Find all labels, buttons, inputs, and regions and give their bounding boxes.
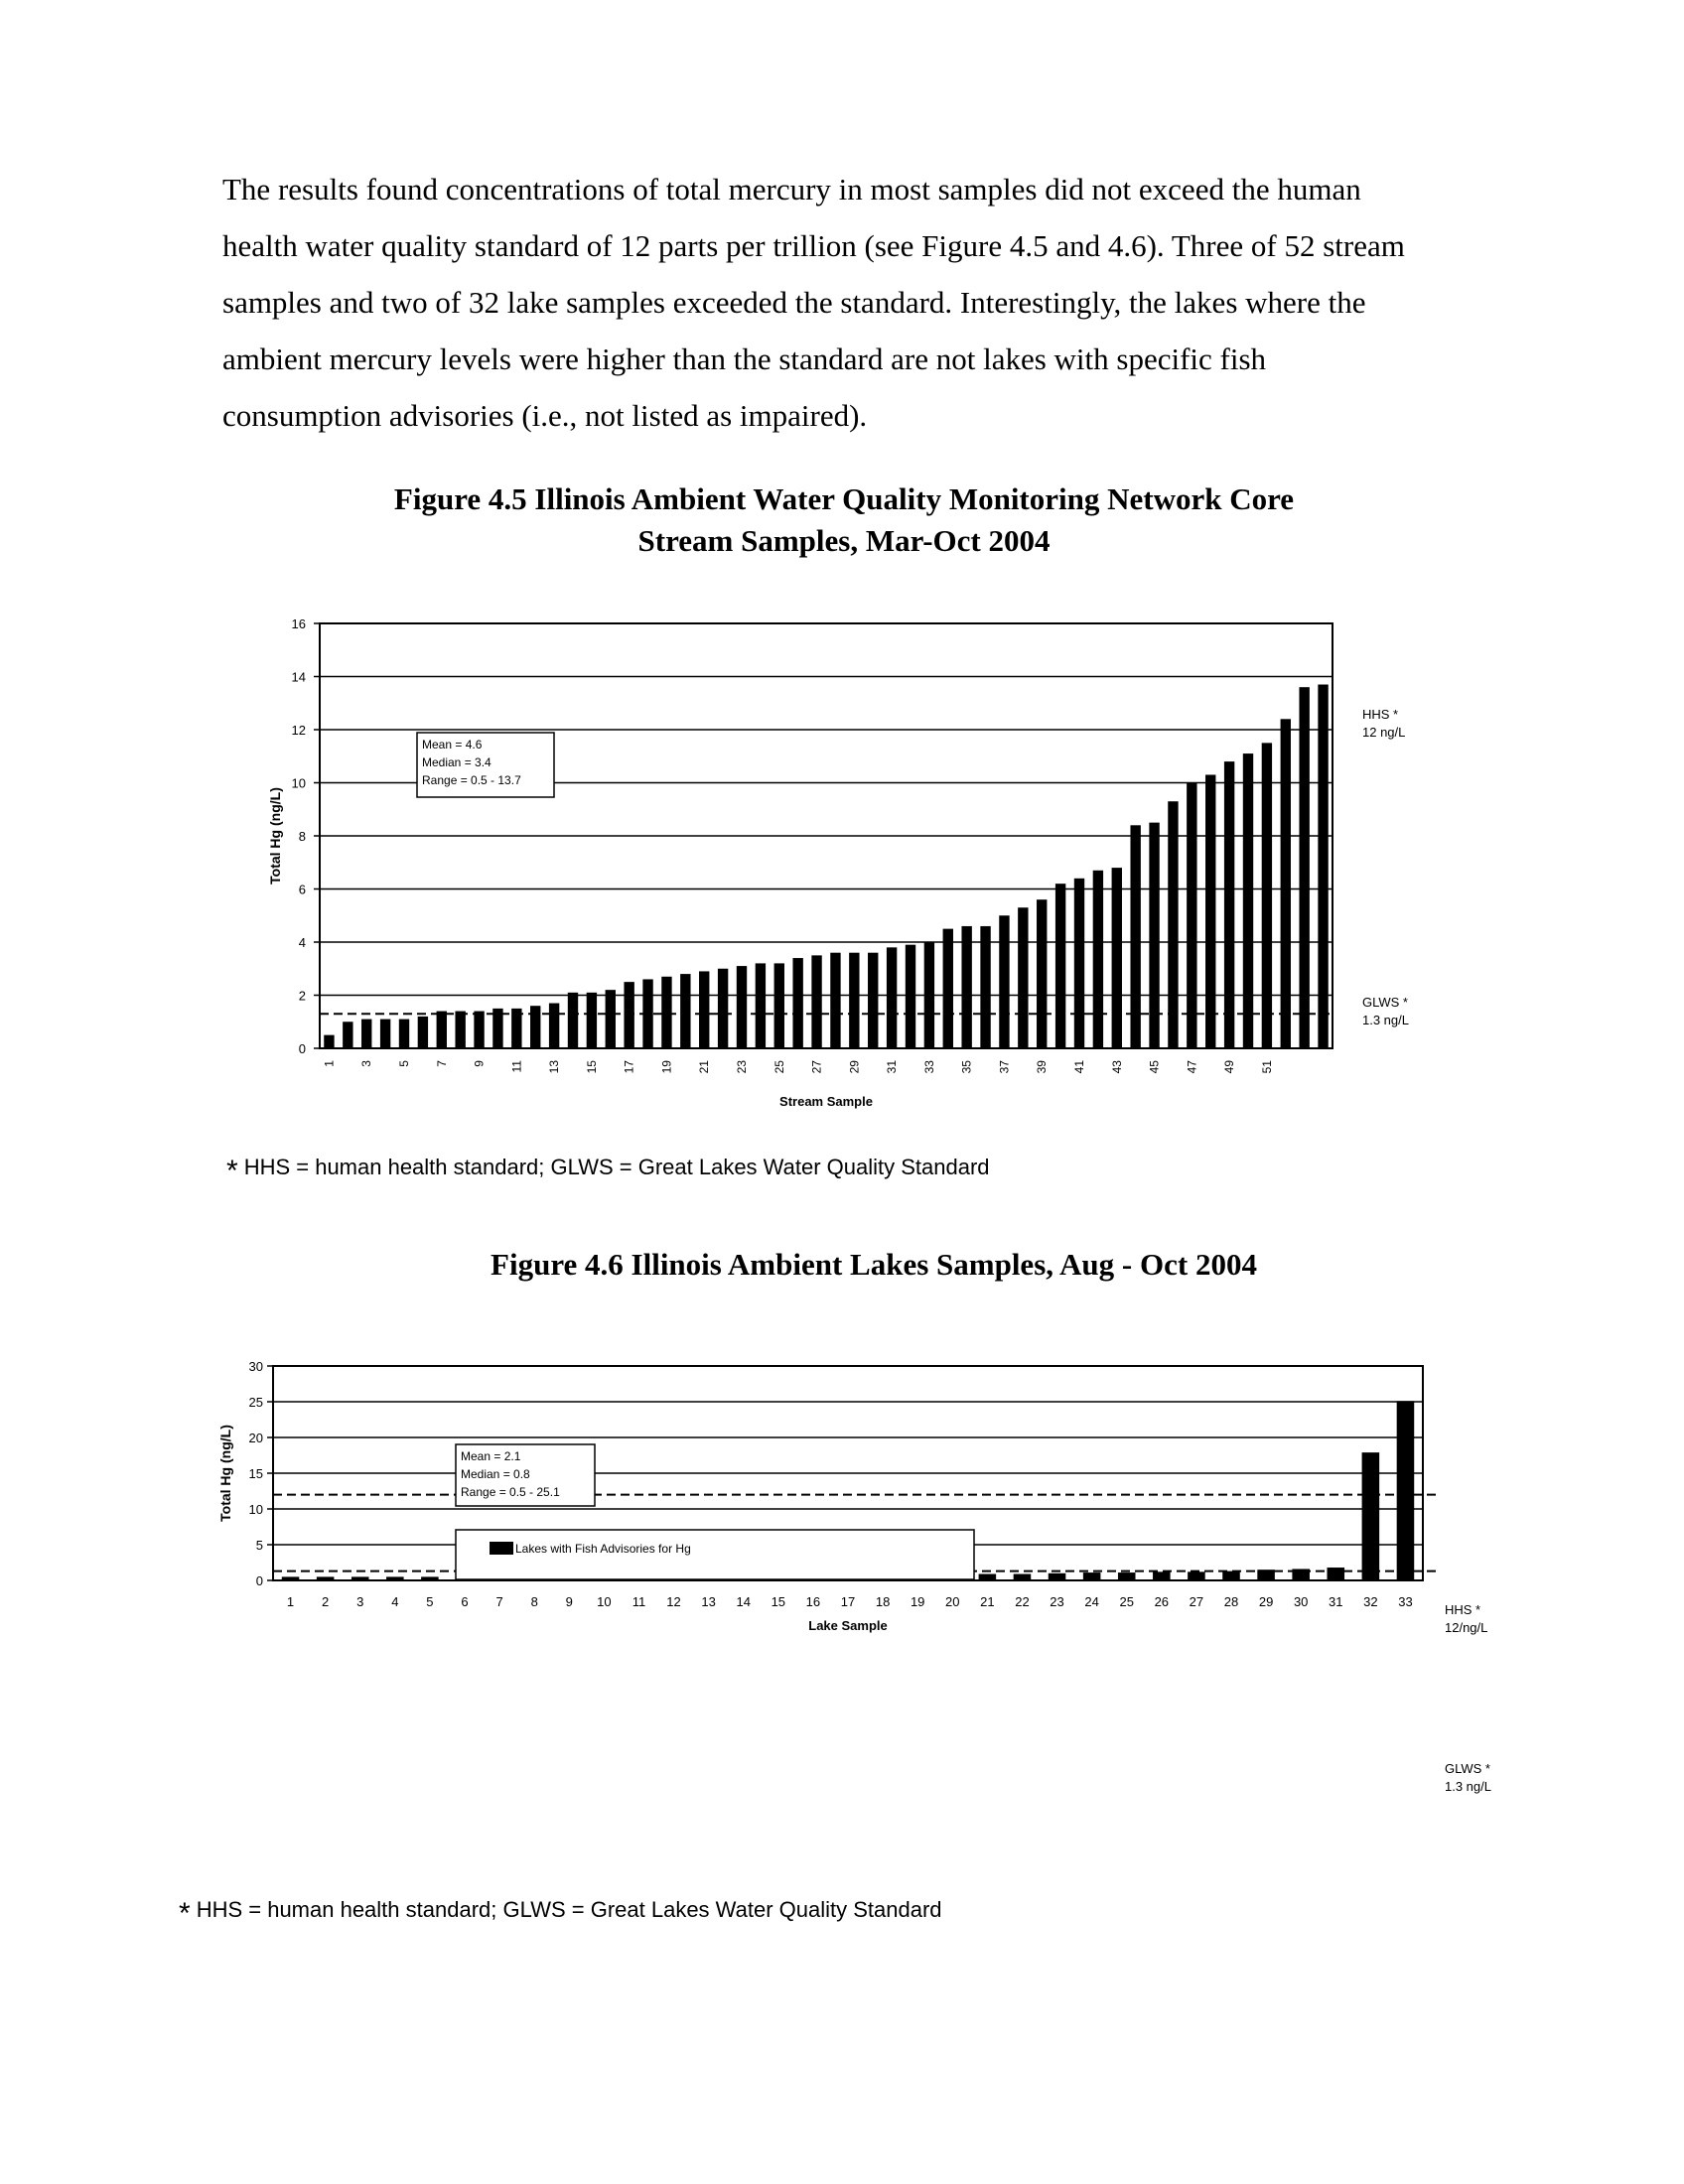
y-tick-label: 0 — [298, 1041, 306, 1056]
x-tick-label: 23 — [1050, 1594, 1064, 1609]
bar — [1397, 1401, 1415, 1580]
stats-box-line: Mean = 4.6 — [422, 738, 483, 751]
x-axis-label: Lake Sample — [808, 1618, 888, 1633]
x-tick-label: 30 — [1293, 1594, 1309, 1609]
hhs-value-label: 12/ng/L — [1445, 1620, 1488, 1635]
x-tick-label: 23 — [735, 1060, 749, 1074]
x-tick-label: 1 — [286, 1594, 295, 1609]
y-tick-label: 5 — [255, 1538, 263, 1553]
y-tick-label: 2 — [298, 988, 306, 1004]
bar — [386, 1576, 404, 1580]
x-tick-label: 32 — [1363, 1594, 1378, 1609]
x-tick-label: 13 — [547, 1060, 562, 1074]
bar — [317, 1576, 335, 1580]
x-tick-label: 5 — [397, 1060, 411, 1067]
figure-2-footnote — [179, 1897, 942, 1931]
x-tick-label: 33 — [921, 1060, 936, 1074]
bar — [1292, 1569, 1310, 1580]
x-tick-label: 25 — [772, 1060, 786, 1074]
x-tick-label: 19 — [910, 1594, 925, 1609]
y-tick-label: 30 — [248, 1359, 263, 1374]
stats-box-line: Median = 3.4 — [422, 755, 491, 769]
y-axis-label: Total Hg (ng/L) — [267, 787, 283, 885]
legend-swatch — [490, 1542, 513, 1555]
footnote-text: HHS = human health standard; GLWS = Great Lakes Water Quality Standard — [196, 1897, 942, 1922]
x-tick-label: 21 — [980, 1594, 995, 1609]
y-tick-label: 25 — [248, 1395, 263, 1410]
x-tick-label: 35 — [959, 1060, 974, 1074]
x-tick-label: 29 — [1258, 1594, 1274, 1609]
x-tick-label: 49 — [1222, 1060, 1237, 1074]
paragraph-line: ambient mercury levels were higher than the standard are not lakes with specific fish — [222, 341, 1267, 376]
bar — [1083, 1572, 1101, 1580]
glws-label: GLWS * — [1362, 995, 1408, 1010]
x-tick-label: 11 — [632, 1594, 646, 1609]
y-tick-label: 16 — [291, 616, 306, 631]
y-axis-label: Total Hg (ng/L) — [217, 1425, 233, 1522]
y-tick-label: 15 — [248, 1466, 263, 1481]
bar — [1257, 1570, 1275, 1580]
footnote-star: * — [179, 1897, 191, 1930]
x-tick-label: 45 — [1147, 1060, 1162, 1074]
x-tick-label: 2 — [322, 1594, 330, 1609]
x-tick-label: 8 — [530, 1594, 538, 1609]
bar — [1222, 1571, 1240, 1580]
glws-value-label: 1.3 ng/L — [1445, 1779, 1491, 1794]
paragraph-line: The results found concentrations of total mercury in most samples did not exceed the human — [222, 172, 1361, 206]
x-tick-label: 43 — [1109, 1060, 1124, 1074]
bar — [421, 1576, 439, 1580]
x-tick-label: 26 — [1154, 1594, 1170, 1609]
y-tick-label: 20 — [248, 1431, 263, 1445]
x-tick-label: 15 — [584, 1060, 599, 1074]
x-axis-label: Stream Sample — [779, 1094, 873, 1109]
y-tick-label: 6 — [298, 882, 306, 897]
stats-box-line: Range = 0.5 - 25.1 — [461, 1485, 560, 1499]
x-tick-label: 27 — [1189, 1594, 1204, 1609]
x-tick-label: 24 — [1084, 1594, 1099, 1609]
x-tick-label: 3 — [359, 1060, 374, 1067]
x-tick-label: 21 — [697, 1060, 712, 1074]
x-tick-label: 31 — [885, 1060, 900, 1074]
x-tick-label: 29 — [847, 1060, 862, 1074]
y-tick-label: 10 — [248, 1502, 263, 1517]
x-tick-label: 10 — [597, 1594, 612, 1609]
figure-1-title-line1: Figure 4.5 Illinois Ambient Water Quality Monitoring Network Core — [393, 481, 1295, 516]
stats-box-line: Median = 0.8 — [461, 1467, 530, 1481]
x-tick-label: 6 — [461, 1594, 469, 1609]
x-tick-label: 27 — [809, 1060, 824, 1074]
y-tick-label: 0 — [255, 1573, 263, 1588]
hhs-label: HHS * — [1362, 707, 1399, 722]
x-tick-label: 13 — [701, 1594, 716, 1609]
figure-1-title-line2: Stream Samples, Mar-Oct 2004 — [637, 523, 1051, 558]
bar — [1188, 1571, 1205, 1580]
x-tick-label: 3 — [356, 1594, 364, 1609]
x-tick-label: 47 — [1185, 1060, 1199, 1074]
bar — [1049, 1573, 1066, 1580]
x-tick-label: 31 — [1329, 1594, 1343, 1609]
x-tick-label: 39 — [1035, 1060, 1050, 1074]
footnote-star: * — [226, 1155, 238, 1187]
x-tick-label: 22 — [1015, 1594, 1030, 1609]
footnote-text: HHS = human health standard; GLWS = Great Lakes Water Quality Standard — [243, 1155, 990, 1179]
y-tick-label: 14 — [291, 669, 306, 685]
x-tick-label: 17 — [622, 1060, 636, 1074]
x-tick-label: 4 — [391, 1594, 399, 1609]
stats-box-line: Range = 0.5 - 13.7 — [422, 773, 521, 787]
x-tick-label: 9 — [565, 1594, 573, 1609]
bar — [1153, 1571, 1171, 1580]
x-tick-label: 5 — [426, 1594, 434, 1609]
x-tick-label: 14 — [736, 1594, 751, 1609]
y-tick-label: 10 — [291, 775, 306, 791]
x-tick-label: 15 — [771, 1594, 786, 1609]
x-tick-label: 28 — [1223, 1594, 1239, 1609]
bar — [1362, 1452, 1380, 1580]
x-tick-label: 37 — [997, 1060, 1012, 1074]
y-tick-label: 12 — [291, 723, 306, 738]
hhs-value-label: 12 ng/L — [1362, 725, 1406, 740]
paragraph-line: consumption advisories (i.e., not listed as impaired). — [222, 398, 868, 433]
glws-value-label: 1.3 ng/L — [1362, 1013, 1409, 1027]
bar — [351, 1576, 369, 1580]
x-tick-label: 11 — [509, 1060, 524, 1073]
stats-box-line: Mean = 2.1 — [461, 1449, 521, 1463]
x-tick-label: 9 — [472, 1060, 487, 1067]
bar — [1014, 1574, 1032, 1580]
bar — [282, 1576, 300, 1580]
x-tick-label: 51 — [1259, 1060, 1274, 1074]
glws-label: GLWS * — [1445, 1761, 1490, 1776]
figure-2-title: Figure 4.6 Illinois Ambient Lakes Samples, Aug - Oct 2004 — [491, 1247, 1257, 1282]
x-tick-label: 1 — [322, 1060, 337, 1067]
hhs-label: HHS * — [1445, 1602, 1481, 1617]
y-tick-label: 8 — [298, 829, 306, 844]
x-tick-label: 7 — [434, 1060, 449, 1067]
x-tick-label: 18 — [875, 1594, 891, 1609]
x-tick-label: 20 — [945, 1594, 960, 1609]
x-tick-label: 16 — [805, 1594, 821, 1609]
x-tick-label: 41 — [1072, 1060, 1086, 1074]
x-tick-label: 17 — [840, 1594, 856, 1609]
y-tick-label: 4 — [298, 935, 306, 950]
paragraph-line: health water quality standard of 12 parts per trillion (see Figure 4.5 and 4.6). Three of 52 stream — [222, 228, 1405, 263]
x-tick-label: 7 — [495, 1594, 503, 1609]
paragraph-line: samples and two of 32 lake samples exceeded the standard. Interestingly, the lakes where the — [222, 285, 1366, 320]
x-tick-label: 12 — [666, 1594, 681, 1609]
bar — [1118, 1572, 1136, 1580]
bar — [1328, 1568, 1345, 1580]
x-tick-label: 19 — [659, 1060, 674, 1074]
x-tick-label: 33 — [1398, 1594, 1413, 1609]
x-tick-label: 25 — [1119, 1594, 1134, 1609]
legend-label: Lakes with Fish Advisories for Hg — [515, 1542, 691, 1556]
bar — [979, 1574, 997, 1580]
